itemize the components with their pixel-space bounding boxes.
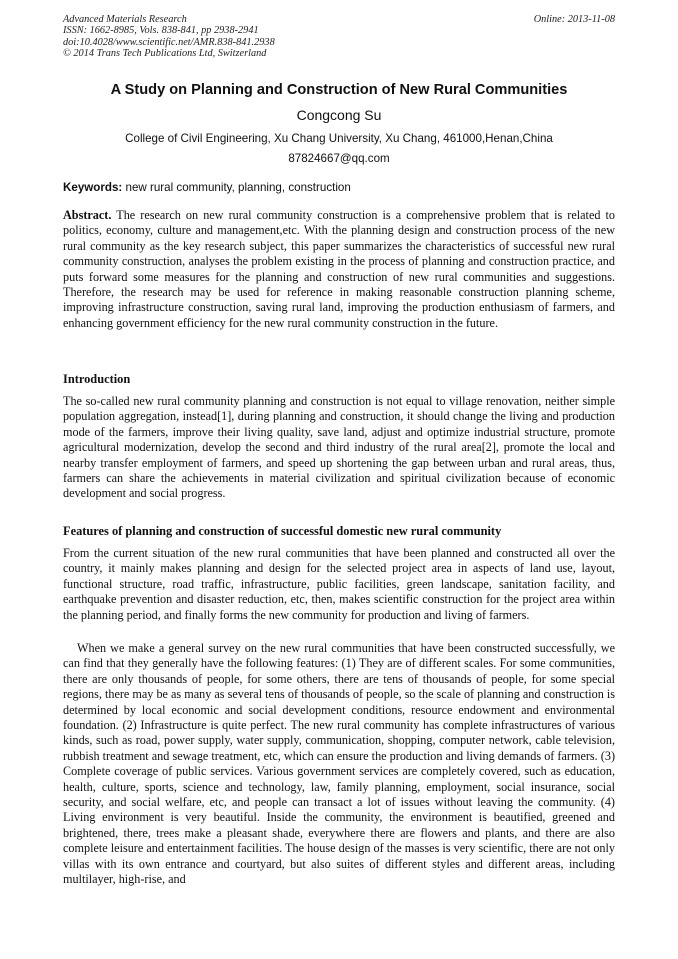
author-affiliation: College of Civil Engineering, Xu Chang University, Xu Chang, 461000,Henan,China: [125, 132, 553, 145]
keywords-label: Keywords:: [63, 181, 123, 194]
issn-line: ISSN: 1662-8985, Vols. 838-841, pp 2938-2941: [63, 25, 259, 37]
abstract-label: Abstract.: [63, 208, 112, 222]
features-paragraph-1: From the current situation of the new rural communities that have been planned and constructed all over the country, it mainly makes planning and design for the selected project area in aspects of land use, layout, functional structure, road traffic, infrastructure, public facilities, green landscape, sanitation facility, and earthquake prevention and disaster reduction, etc, then, makes scientific construction for the project area within the planning period, and finally forms the new community for production and living of farmers.: [63, 546, 615, 622]
online-date: Online: 2013-11-08: [533, 14, 615, 25]
abstract: [63, 208, 615, 331]
introduction-heading: Introduction: [63, 372, 131, 386]
journal-header: [63, 14, 615, 59]
copyright-line: © 2014 Trans Tech Publications Ltd, Switzerland: [63, 47, 267, 59]
introduction-paragraph: The so-called new rural community planning and construction is not equal to village renovation, neither simple population aggregation, instead[1], during planning and construction, it should change the living and production mode of the farmers, improve their living quality, save land, adjust and optimize industrial structure, promote agricultural modernization, develop the second and third industry of the rural area[2], promote the local and nearby transfer employment of farmers, and speed up shortening the gap between urban and rural areas, thus, farmers can share the achievements in material civilization and spiritual civilization because of economic development and social progress.: [63, 394, 615, 501]
author-name: Congcong Su: [296, 107, 382, 123]
features-heading: Features of planning and construction of successful domestic new rural community: [63, 524, 502, 538]
keywords: [63, 180, 615, 196]
paper-title: A Study on Planning and Construction of New Rural Communities: [110, 82, 568, 98]
abstract-text: The research on new rural community construction is a comprehensive problem that is related to politics, economy, culture and management,etc. With the planning design and construction process of the new rural community as the key research subject, this paper summarizes the characteristics of successful new rural community construction, analyses the problem existing in the process of planning and construction practice, and puts forward some measures for the planning and construction of new rural communities and suggestions. Therefore, the research may be used for reference in making reasonable construction planning scheme, improving infrastructure construction, saving rural land, improving the production enthusiasm of farmers, and enhancing government efficiency for the new rural community construction in the future.: [63, 208, 615, 330]
features-paragraph-2: When we make a general survey on the new rural communities that have been constructed successfully, we can find that they generally have the following features: (1) They are of different scales. For some communities, there are only thousands of people, for some others, there are tens of thousands of people, for some special regions, there may be as many as several tens of thousands of people, so the scale of planning and construction is determined by local economic and social development conditions, resource endowment and environmental foundation. (2) Infrastructure is quite perfect. The new rural community has complete infrastructures of various kinds, such as road, power supply, water supply, communication, shopping, computer network, cable television, rubbish treatment and sewage treatment, etc, which can ensure the production and living demands of farmers. (3) Complete coverage of public services. Various government services are completely covered, such as education, health, culture, sports, science and technology, law, family planning, employment, social insurance, social security, and social welfare, etc, and people can transact a lot of issues without leaving the community. (4) Living environment is very beautiful. Inside the community, the environment is beautified, greened and brightened, there, trees make a pleasant shade, everywhere there are flowers and plants, and there are also complete leisure and entertainment facilities. The house design of the masses is very scientific, there are not only villas with its own entrance and courtyard, but also suites of different styles and different areas, including multilayer, high-rise, and: [63, 641, 615, 887]
journal-name: Advanced Materials Research: [63, 14, 187, 25]
keywords-text: new rural community, planning, construction: [122, 181, 351, 194]
author-email: 87824667@qq.com: [288, 152, 390, 165]
doi-line: doi:10.4028/www.scientific.net/AMR.838-841.2938: [63, 36, 275, 48]
